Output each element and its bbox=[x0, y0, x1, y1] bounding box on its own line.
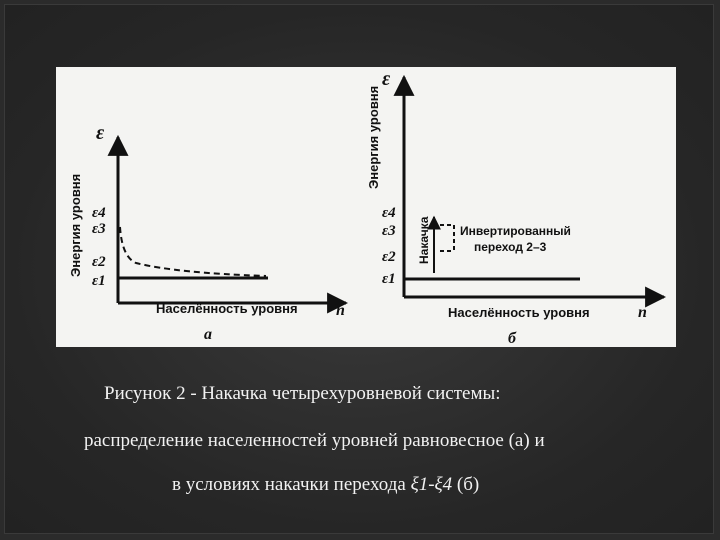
panel-a-distribution-curve bbox=[120, 227, 266, 276]
figure-svg bbox=[56, 67, 676, 347]
panel-a-y-label: Энергия уровня bbox=[68, 173, 83, 277]
panel-b-inversion-label-1: Инвертированный bbox=[460, 224, 571, 238]
panel-b-y-symbol: ε bbox=[382, 68, 391, 90]
caption-formula: ξ1-ξ4 bbox=[410, 474, 453, 495]
panel-a-y-symbol: ε bbox=[96, 122, 105, 144]
panel-b-x-label: Населённость уровня bbox=[448, 305, 590, 320]
panel-b-level-3: ε3 bbox=[382, 223, 396, 239]
panel-b-level-1: ε1 bbox=[382, 271, 396, 287]
caption-line-3 bbox=[172, 474, 479, 496]
caption-line-3-suffix: (б) bbox=[452, 474, 480, 495]
panel-b-inversion-label-2: переход 2–3 bbox=[474, 240, 547, 254]
caption-line-3-prefix: в условиях накачки перехода bbox=[172, 474, 411, 495]
panel-a-level-2: ε2 bbox=[92, 254, 106, 270]
panel-b-x-symbol: n bbox=[638, 304, 647, 321]
panel-a-level-4: ε4 bbox=[92, 205, 106, 221]
caption-line-2: распределение населенностей уровней равновесное (а) и bbox=[84, 430, 545, 451]
panel-b-y-label: Энергия уровня bbox=[366, 85, 381, 189]
energy-level-figure bbox=[56, 67, 676, 347]
panel-b bbox=[366, 68, 664, 347]
panel-b-level-4: ε4 bbox=[382, 205, 396, 221]
panel-b-letter: б bbox=[508, 330, 516, 347]
panel-a-x-label: Населённость уровня bbox=[156, 301, 298, 316]
panel-a-level-1: ε1 bbox=[92, 273, 106, 289]
panel-a bbox=[68, 122, 346, 343]
panel-b-level-2: ε2 bbox=[382, 249, 396, 265]
panel-b-pump-label: Накачка bbox=[417, 216, 431, 264]
panel-a-x-symbol: n bbox=[336, 302, 345, 319]
panel-a-level-3: ε3 bbox=[92, 221, 106, 237]
panel-a-letter: а bbox=[204, 326, 212, 343]
caption-line-1: Рисунок 2 - Накачка четырехуровневой системы: bbox=[104, 383, 501, 404]
